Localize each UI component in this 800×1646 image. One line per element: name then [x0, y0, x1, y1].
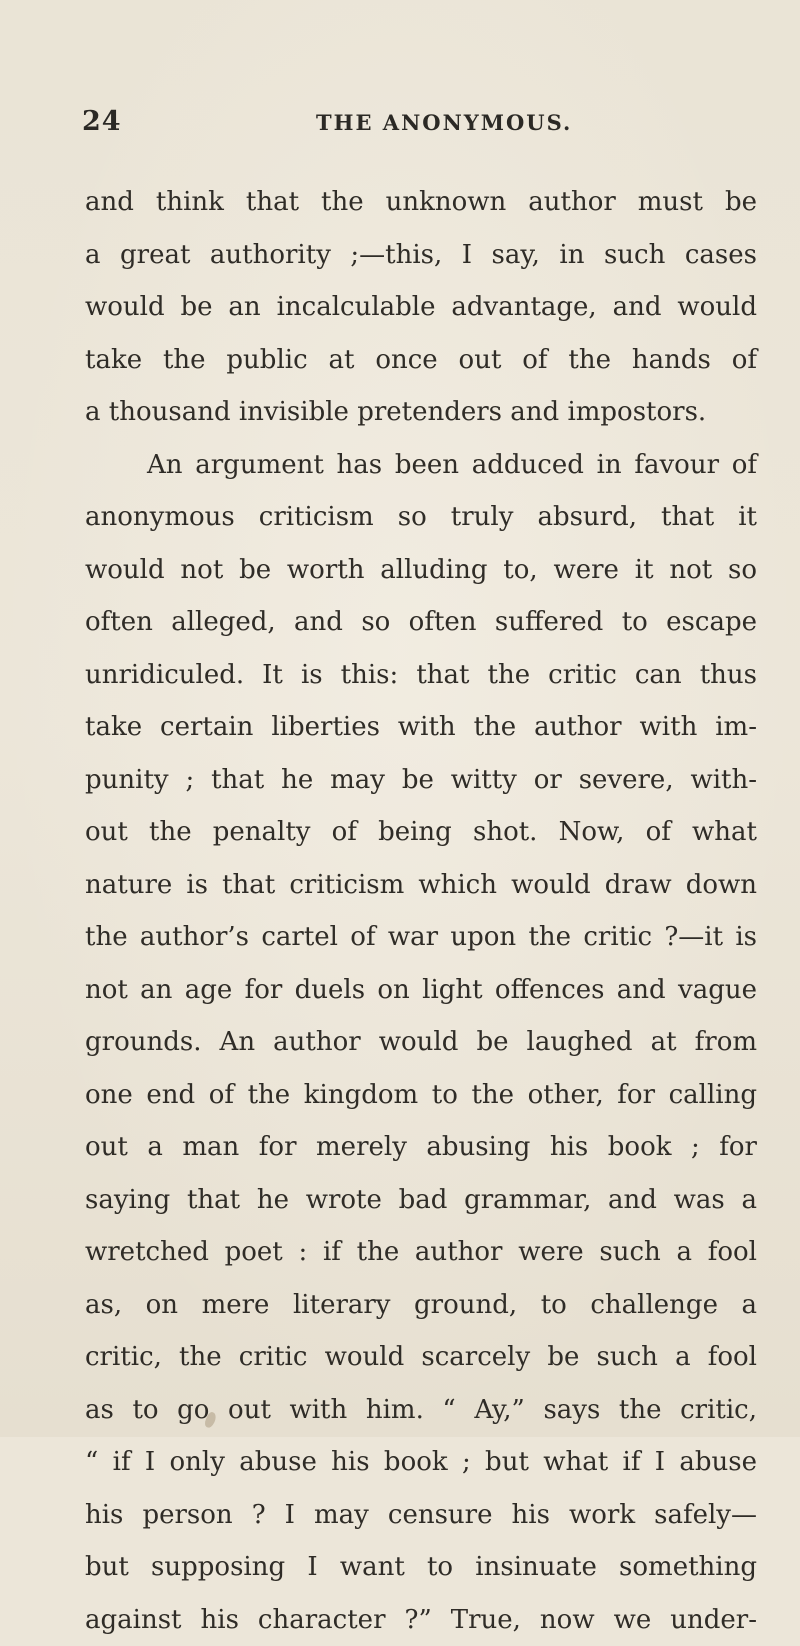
text-line: his person ? I may censure his work safely— — [85, 1489, 757, 1542]
text-line: not an age for duels on light offences and vague — [85, 964, 757, 1017]
text-line: out the penalty of being shot. Now, of what — [85, 806, 757, 859]
running-head: THE ANONYMOUS. — [316, 110, 572, 135]
text-line: anonymous criticism so truly absurd, that it — [85, 491, 757, 544]
text-line: one end of the kingdom to the other, for calling — [85, 1069, 757, 1122]
text-line: as to go out with him. “ Ay,” says the critic, — [85, 1384, 757, 1437]
text-line: punity ; that he may be witty or severe, with- — [85, 754, 757, 807]
text-line: the author’s cartel of war upon the critic ?—it is — [85, 911, 757, 964]
text-line: would not be worth alluding to, were it not so — [85, 544, 757, 597]
text-line: often alleged, and so often suffered to escape — [85, 596, 757, 649]
paragraph-start-line: An argument has been adduced in favour of — [85, 439, 757, 492]
text-line: a great authority ;—this, I say, in such cases — [85, 229, 757, 282]
page-header — [82, 106, 762, 146]
text-line: would be an incalculable advantage, and would — [85, 281, 757, 334]
text-line: nature is that criticism which would draw down — [85, 859, 757, 912]
text-line: as, on mere literary ground, to challenge a — [85, 1279, 757, 1332]
body-text — [85, 176, 757, 1646]
text-line: and think that the unknown author must be — [85, 176, 757, 229]
text-line: against his character ?” True, now we under- — [85, 1594, 757, 1646]
text-line: take certain liberties with the author with im- — [85, 701, 757, 754]
text-line: wretched poet : if the author were such a fool — [85, 1226, 757, 1279]
text-line: out a man for merely abusing his book ; for — [85, 1121, 757, 1174]
page-number: 24 — [82, 106, 122, 137]
text-line: grounds. An author would be laughed at from — [85, 1016, 757, 1069]
text-line: unridiculed. It is this: that the critic can thus — [85, 649, 757, 702]
text-line: take the public at once out of the hands of — [85, 334, 757, 387]
text-line: saying that he wrote bad grammar, and was a — [85, 1174, 757, 1227]
text-line: but supposing I want to insinuate something — [85, 1541, 757, 1594]
text-line: “ if I only abuse his book ; but what if I abuse — [85, 1436, 757, 1489]
text-line: critic, the critic would scarcely be such a fool — [85, 1331, 757, 1384]
text-line: a thousand invisible pretenders and impostors. — [85, 386, 757, 439]
